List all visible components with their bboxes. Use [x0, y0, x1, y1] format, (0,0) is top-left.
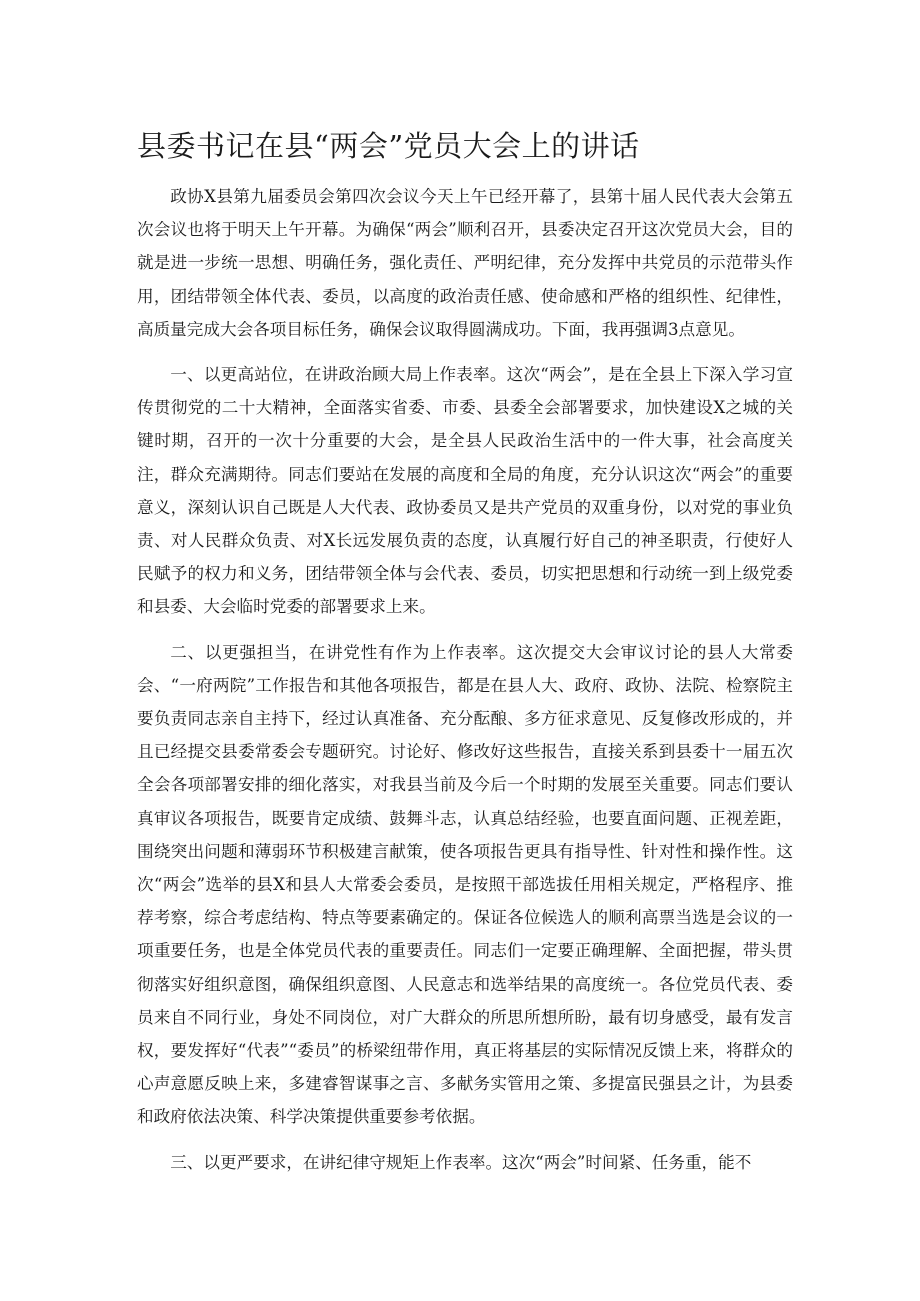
- document-body: [137, 180, 793, 1191]
- document-title: 县委书记在县“两会”党员大会上的讲话: [137, 129, 640, 163]
- paragraph-intro: 政协X县第九届委员会第四次会议今天上午已经开幕了，县第十届人民代表大会第五次会议也将于明天上午开幕。为确保“两会”顺利召开，县委决定召开这次党员大会，目的就是进一步统一思想、明确任务，强化责任、严明纪律，充分发挥中共党员的示范带头作用，团结带领全体代表、委员，以高度的政治责任感、使命感和严格的组织性、纪律性，高质量完成大会各项目标任务，确保会议取得圆满成功。下面，我再强调3点意见。: [137, 187, 793, 339]
- paragraph-point-three: 三、以更严要求，在讲纪律守规矩上作表率。这次“两会”时间紧、任务重，能不: [170, 1152, 752, 1172]
- paragraph-point-one: 一、以更高站位，在讲政治顾大局上作表率。这次“两会”，是在全县上下深入学习宣传贯彻党的二十大精神，全面落实省委、市委、县委全会部署要求，加快建设X之城的关键时期，召开的一次十分重要的大会，是全县人民政治生活中的一件大事，社会高度关注，群众充满期待。同志们要站在发展的高度和全局的角度，充分认识这次“两会”的重要意义，深刻认识自己既是人大代表、政协委员又是共产党员的双重身份，以对党的事业负责、对人民群众负责、对X长远发展负责的态度，认真履行好自己的神圣职责，行使好人民赋予的权力和义务，团结带领全体与会代表、委员，切实把思想和行动统一到上级党委和县委、大会临时党委的部署要求上来。: [137, 365, 793, 617]
- paragraph-point-two: 二、以更强担当，在讲党性有作为上作表率。这次提交大会审议讨论的县人大常委会、“一府两院”工作报告和其他各项报告，都是在县人大、政府、政协、法院、检察院主要负责同志亲自主持下，经过认真准备、充分酝酿、多方征求意见、反复修改形成的，并且已经提交县委常委会专题研究。讨论好、修改好这些报告，直接关系到县委十一届五次全会各项部署安排的细化落实，对我县当前及今后一个时期的发展至关重要。同志们要认真审议各项报告，既要肯定成绩、鼓舞斗志，认真总结经验，也要直面问题、正视差距，围绕突出问题和薄弱环节积极建言献策，使各项报告更具有指导性、针对性和操作性。这次“两会”选举的县X和县人大常委会委员，是按照干部选拔任用相关规定，严格程序、推荐考察，综合考虑结构、特点等要素确定的。保证各位候选人的顺利高票当选是会议的一项重要任务，也是全体党员代表的重要责任。同志们一定要正确理解、全面把握，带头贯彻落实好组织意图，确保组织意图、人民意志和选举结果的高度统一。各位党员代表、委员来自不同行业，身处不同岗位，对广大群众的所思所想所盼，最有切身感受，最有发言权，要发挥好“代表”“委员”的桥梁纽带作用，真正将基层的实际情况反馈上来，将群众的心声意愿反映上来，多建睿智谋事之言、多献务实管用之策、多提富民强县之计，为县委和政府依法决策、科学决策提供重要参考依据。: [137, 642, 793, 1127]
